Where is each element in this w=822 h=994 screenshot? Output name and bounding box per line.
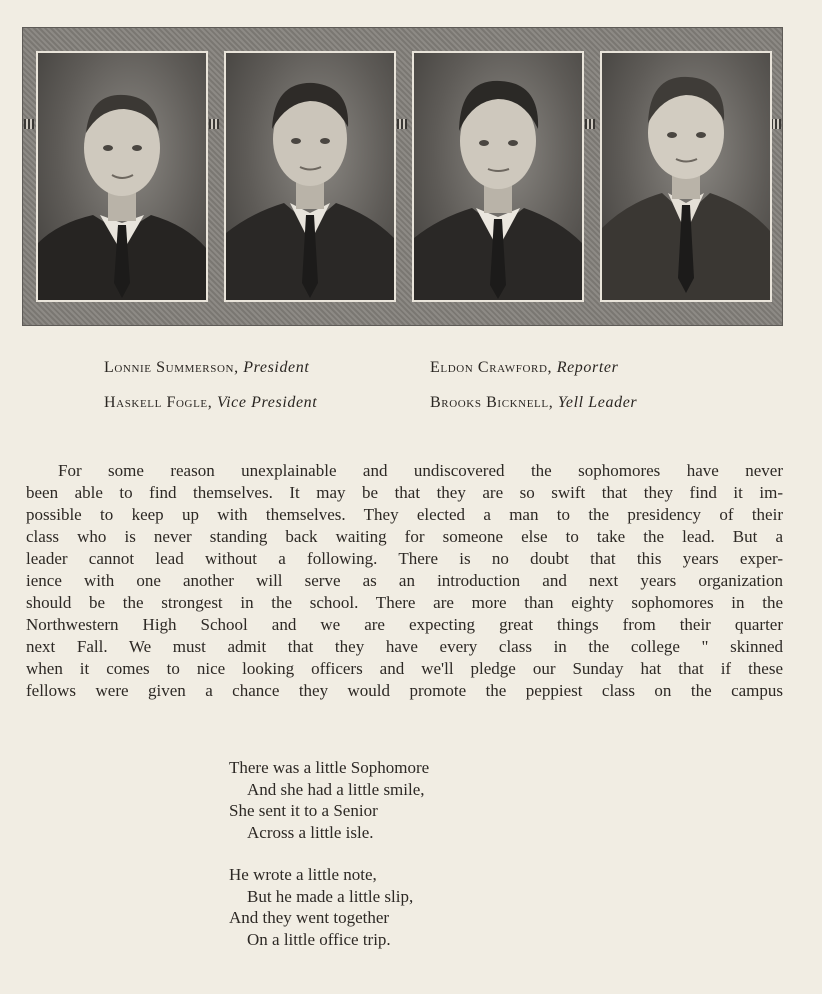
caption-vice-president: Haskell Fogle, Vice President — [104, 394, 318, 411]
poem — [229, 757, 429, 971]
portrait-fogle — [224, 51, 396, 302]
paragraph-line: Northwestern High School and we are expecting great things from their quarter — [26, 615, 783, 634]
portrait-summerson — [36, 51, 208, 302]
poem-stanza — [229, 864, 429, 950]
decorative-stripe — [585, 119, 595, 129]
body-paragraph — [26, 460, 783, 702]
officer-name: Eldon Crawford — [430, 359, 548, 376]
portrait-figure — [226, 53, 394, 300]
paragraph-line: ience with one another will serve as an introduction and next years organization — [26, 571, 783, 590]
officer-role: President — [243, 359, 310, 376]
decorative-stripe — [209, 119, 219, 129]
paragraph-line: class who is never standing back waiting for someone else to take the lead. But a — [26, 527, 783, 546]
officer-name: Haskell Fogle — [104, 394, 208, 411]
paragraph-line: leader cannot lead without a following. There is no doubt that this years exper- — [26, 549, 783, 568]
decorative-stripe — [397, 119, 407, 129]
paragraph-line: when it comes to nice looking officers and we'll pledge our Sunday hat that if these — [26, 659, 783, 678]
poem-line: And she had a little smile, — [247, 779, 425, 799]
officer-role: Vice President — [216, 394, 318, 411]
officer-name: Lonnie Summerson — [104, 359, 235, 376]
portrait-figure — [414, 53, 582, 300]
officer-role: Reporter — [556, 359, 619, 376]
decorative-stripe — [771, 119, 781, 129]
portrait-figure — [602, 53, 770, 300]
paragraph-line: next Fall. We must admit that they have every class in the college " skinned — [26, 637, 783, 656]
poem-line: And they went together — [229, 908, 390, 927]
poem-line: On a little office trip. — [247, 929, 391, 949]
caption-yell-leader: Brooks Bicknell, Yell Leader — [430, 394, 638, 411]
poem-line: But he made a little slip, — [247, 886, 414, 906]
paragraph-line: fellows were given a chance they would promote the peppiest class on the campus — [26, 681, 783, 700]
portrait-bicknell — [600, 51, 772, 302]
officer-photo-band — [22, 27, 783, 326]
decorative-stripe — [24, 119, 34, 129]
paragraph-line: For some reason unexplainable and undiscovered the sophomores have never — [58, 461, 783, 480]
caption-president: Lonnie Summerson, President — [104, 359, 310, 376]
officer-name: Brooks Bicknell — [430, 394, 549, 411]
paragraph-line: should be the strongest in the school. There are more than eighty sophomores in the — [26, 593, 783, 612]
officer-role: Yell Leader — [557, 394, 638, 411]
caption-reporter: Eldon Crawford, Reporter — [430, 359, 619, 376]
poem-line: She sent it to a Senior — [229, 801, 378, 820]
poem-line: There was a little Sophomore — [229, 758, 430, 777]
poem-line: He wrote a little note, — [229, 865, 377, 884]
paragraph-line: been able to find themselves. It may be that they are so swift that they find it im- — [26, 483, 783, 502]
portrait-figure — [38, 53, 206, 300]
poem-stanza — [229, 757, 429, 843]
portrait-crawford — [412, 51, 584, 302]
paragraph-line: possible to keep up with themselves. They elected a man to the presidency of their — [26, 505, 783, 524]
poem-line: Across a little isle. — [247, 822, 374, 842]
